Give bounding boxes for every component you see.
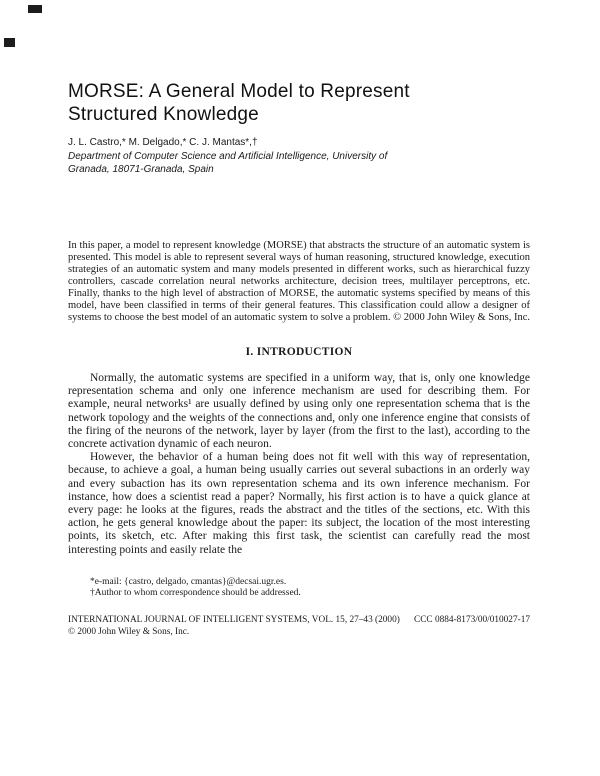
- affiliation: [68, 150, 530, 176]
- scan-artifact-top-icon: [28, 5, 42, 13]
- body-paragraph-2: However, the behavior of a human being does not fit well with this way of representation, because, to achieve a goal, a human being usually carries out several subactions in an orderly way and every subaction has its own representation schema and its own inference mechanism. For instance, how does a scientist read a paper? Normally, his first action is to have a quick glance at every page: he looks at the figures, reads the abstract and the titles of the sections, etc. With this action, he gets general knowledge about the paper: its subject, the location of the most interesting points, its sketch, etc. After making this first task, the scientist can carefully read the most interesting points and easily relate the: [68, 451, 530, 556]
- journal-citation: INTERNATIONAL JOURNAL OF INTELLIGENT SYSTEMS, VOL. 15, 27–43 (2000): [68, 614, 400, 625]
- affiliation-line1: Department of Computer Science and Artificial Intelligence, University of: [68, 151, 388, 162]
- paper-title-line1: MORSE: A General Model to Represent: [68, 81, 410, 102]
- abstract: In this paper, a model to represent knowledge (MORSE) that abstracts the structure of an automatic system is presented. This model is able to represent several ways of human reasoning, structured knowledge, execution strategies of an automatic system and many models presented in different works, such as hierarchical fuzzy controllers, cascade correlation neural networks architecture, decision trees, multilayer perceptrons, etc. Finally, thanks to the high level of abstraction of MORSE, the automatic systems specified by means of this model, have been classified in terms of their general features. This classification could allow a designer of systems to choose the best model of an automatic system to solve a problem. © 2000 John Wiley & Sons, Inc.: [68, 240, 531, 323]
- ccc-code: CCC 0884-8173/00/010027-17: [414, 614, 530, 625]
- paper-title-line2: Structured Knowledge: [68, 104, 259, 125]
- copyright-line: © 2000 John Wiley & Sons, Inc.: [68, 626, 190, 637]
- footnote-email: *e-mail: {castro, delgado, cmantas}@decsai.ugr.es.: [90, 576, 287, 587]
- authors-line: J. L. Castro,* M. Delgado,* C. J. Mantas*,†: [68, 137, 258, 148]
- footer-row: [68, 614, 530, 626]
- section-heading-introduction: I. INTRODUCTION: [245, 346, 353, 358]
- scan-artifact-left-icon: [4, 38, 15, 47]
- footnote-correspondence: †Author to whom correspondence should be addressed.: [90, 588, 301, 599]
- body-paragraph-1: Normally, the automatic systems are specified in a uniform way, that is, only one knowledge representation schema and only one inference mechanism are used for describing them. For example, neural networks¹ are usually defined by using only one representation schema that is the network topology and the weights of the connections and, only one inference engine that consists of the firing of the neurons of the network, layer by layer (from the first to the last), according to the concrete activation dynamic of each neuron.: [68, 372, 530, 451]
- paper-title: [68, 80, 530, 126]
- affiliation-line2: Granada, 18071-Granada, Spain: [68, 164, 214, 175]
- footnotes: [68, 577, 530, 600]
- page-footer: [68, 614, 530, 638]
